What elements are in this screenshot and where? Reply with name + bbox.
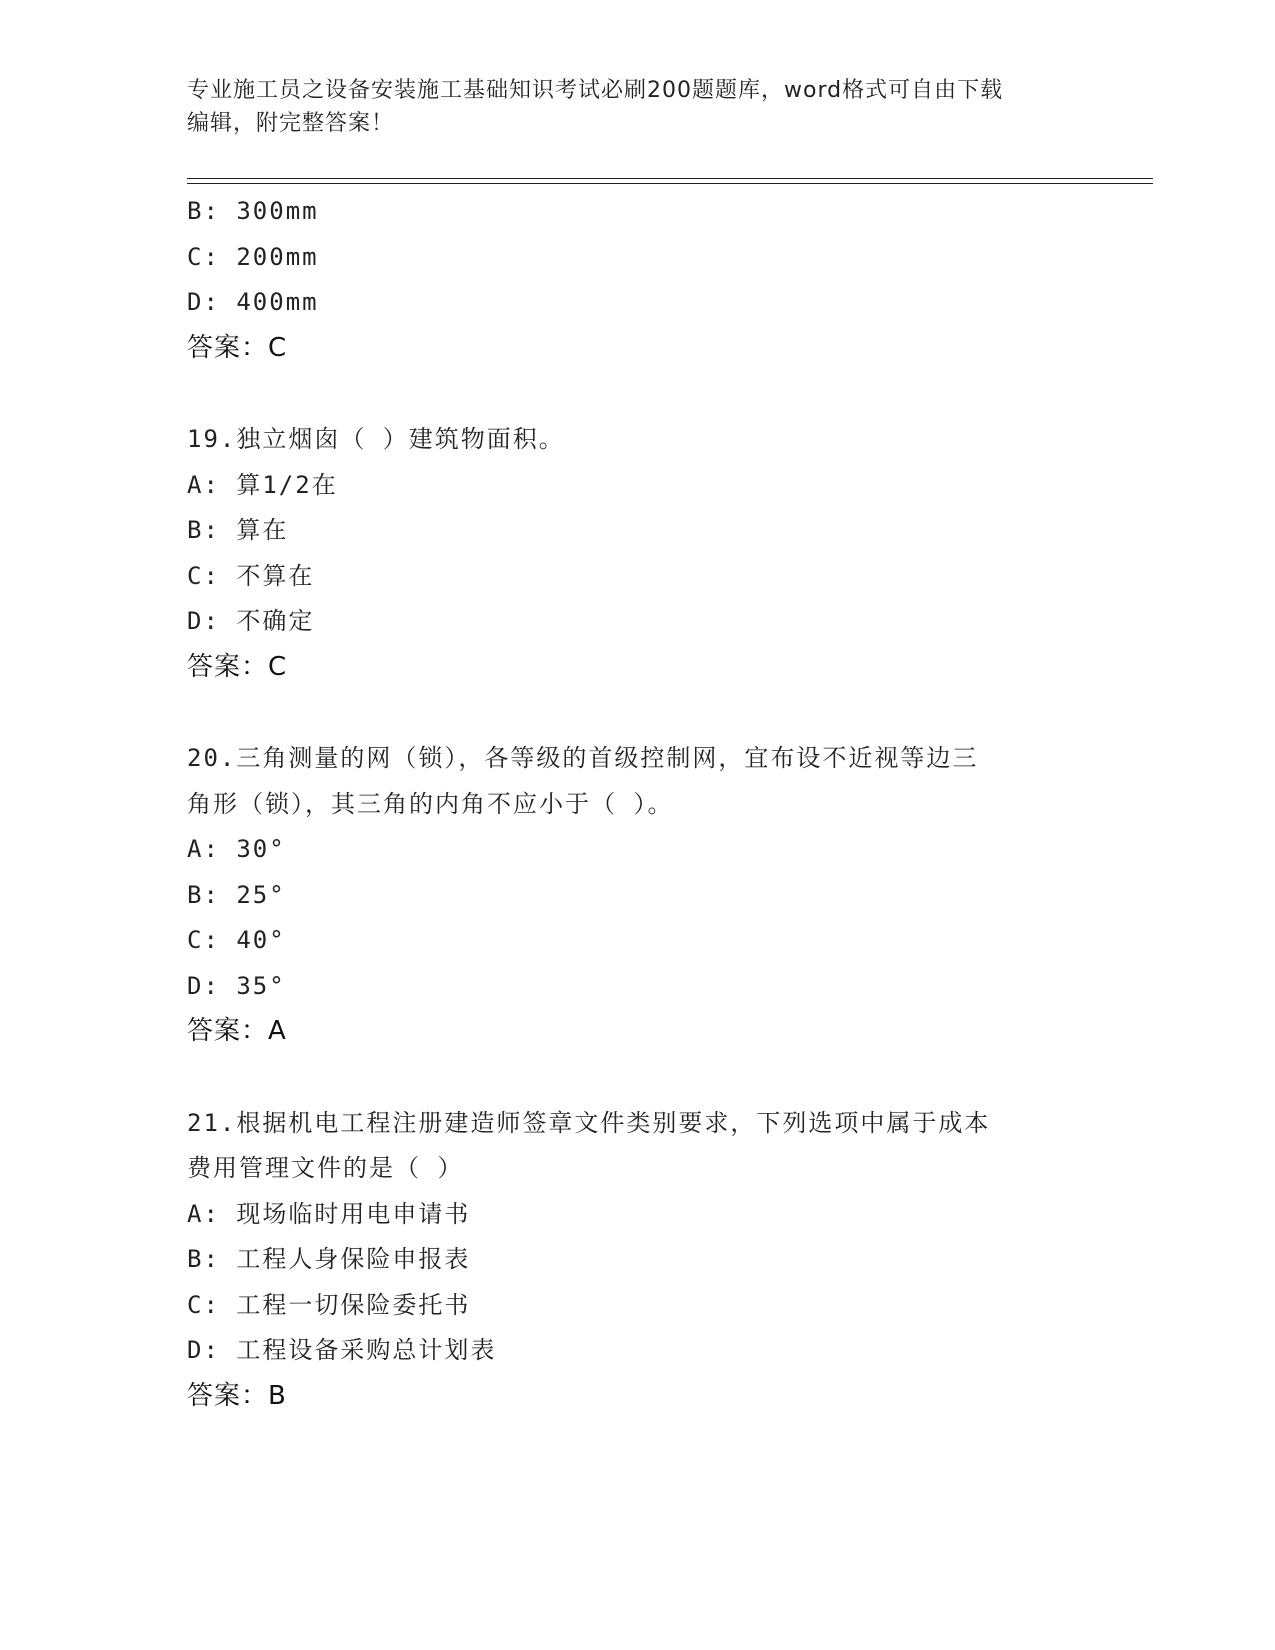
document-header: [187, 74, 1067, 140]
header-title-line-2: 编辑，附完整答案！: [187, 111, 395, 136]
q21-option-b: B: 工程人身保险申报表: [187, 1245, 471, 1273]
q19-option-d: D: 不确定: [187, 607, 315, 635]
q20-stem-line-1: 20.三角测量的网（锁），各等级的首级控制网，宜布设不近视等边三: [187, 744, 979, 772]
q20-stem-line-2: 角形（锁），其三角的内角不应小于（ ）。: [187, 789, 674, 818]
q21-option-c: C: 工程一切保险委托书: [187, 1290, 471, 1319]
q18-option-b: B: 300mm: [187, 197, 319, 225]
q19-answer: 答案：C: [187, 651, 288, 682]
header-title-line-1: 专业施工员之设备安装施工基础知识考试必刷200题题库，word格式可自由下载: [187, 78, 1004, 103]
q18-answer: 答案：C: [187, 332, 288, 363]
q21-stem-line-2: 费用管理文件的是（ ）: [187, 1154, 464, 1182]
q19-stem: 19.独立烟囱（ ）建筑物面积。: [187, 425, 565, 453]
question-19-block: [187, 417, 1087, 690]
q19-option-c: C: 不算在: [187, 561, 315, 590]
q20-option-d: D: 35°: [187, 971, 286, 1000]
q21-answer: 答案：B: [187, 1380, 287, 1411]
q19-option-b: B: 算在: [187, 516, 289, 544]
q21-option-a: A: 现场临时用电申请书: [187, 1199, 471, 1228]
q20-option-c: C: 40°: [187, 926, 286, 954]
header-rule-bottom: [187, 183, 1153, 184]
q19-option-a: A: 算1/2在: [187, 470, 338, 499]
spacer: [187, 1055, 1087, 1101]
question-21-block: [187, 1101, 1087, 1420]
question-20-block: [187, 736, 1087, 1055]
q18-option-d: D: 400mm: [187, 288, 319, 316]
q18-option-c: C: 200mm: [187, 242, 319, 271]
spacer: [187, 371, 1087, 417]
header-rule-top: [187, 178, 1153, 179]
document-body: [187, 189, 1087, 1419]
q21-stem-line-1: 21.根据机电工程注册建造师签章文件类别要求，下列选项中属于成本: [187, 1108, 991, 1137]
q20-option-b: B: 25°: [187, 880, 286, 909]
q20-answer: 答案：A: [187, 1016, 287, 1046]
spacer: [187, 690, 1087, 736]
question-18-block: [187, 189, 1087, 371]
q21-option-d: D: 工程设备采购总计划表: [187, 1336, 497, 1364]
q20-option-a: A: 30°: [187, 835, 286, 863]
